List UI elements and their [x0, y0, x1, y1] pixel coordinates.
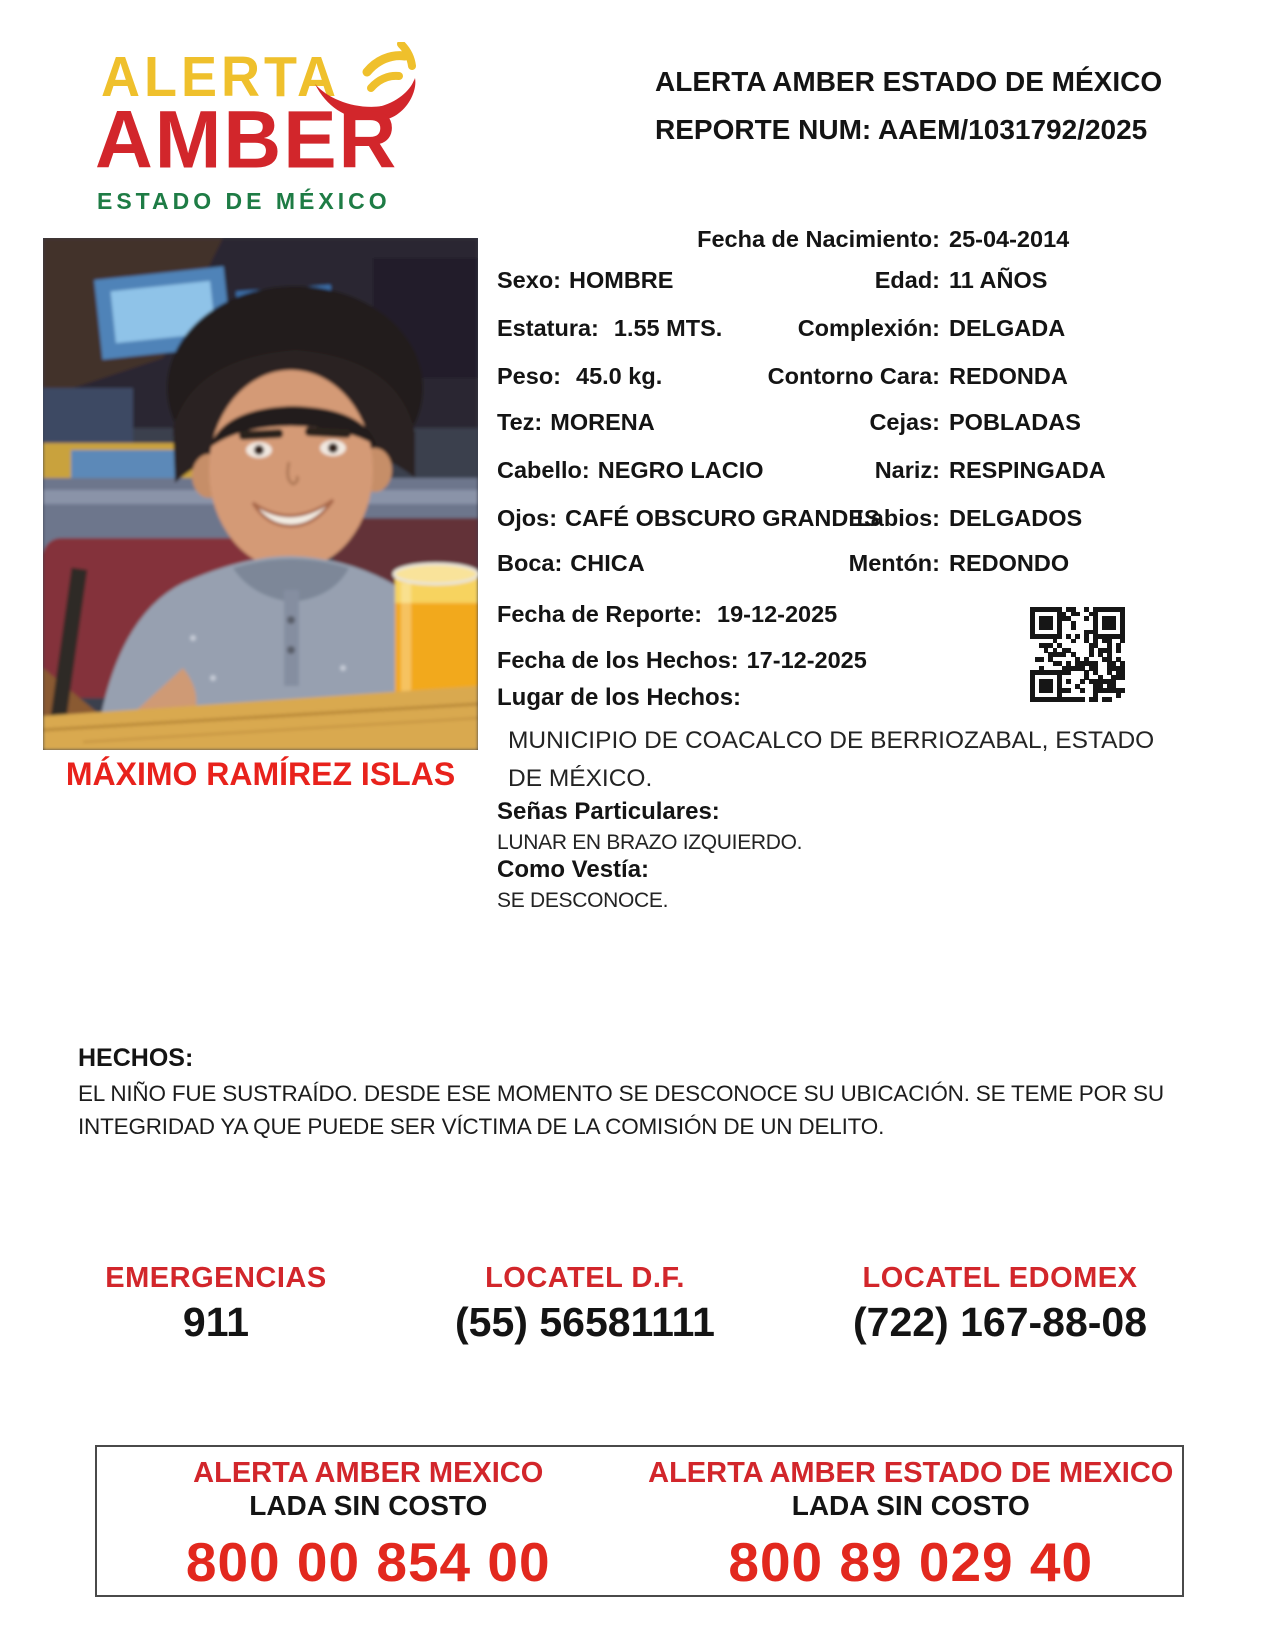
contorno-value: REDONDA — [949, 363, 1068, 389]
cejas-label: Cejas: — [869, 409, 940, 435]
missing-person-photo — [43, 238, 478, 750]
birth-label: Fecha de Nacimiento: — [697, 226, 940, 252]
phone-label: EMERGENCIAS — [105, 1262, 327, 1294]
peso-value: 45.0 kg. — [576, 363, 663, 389]
detail-row-birth — [497, 226, 1162, 267]
footer-subtitle: LADA SIN COSTO — [791, 1490, 1030, 1521]
footer-amber-edomex — [640, 1447, 1183, 1595]
menton-label: Mentón: — [848, 550, 940, 576]
nariz-value: RESPINGADA — [949, 457, 1106, 483]
ojos-label: Ojos: — [497, 505, 558, 531]
lugar-body: MUNICIPIO DE COACALCO DE BERRIOZABAL, ESTADO DE MÉXICO. — [508, 727, 1155, 792]
sexo-value: HOMBRE — [569, 267, 674, 293]
header-block — [655, 58, 1175, 154]
report-date-value: 19-12-2025 — [717, 601, 838, 627]
vestia-heading: Como Vestía: — [497, 856, 650, 883]
footer-subtitle: LADA SIN COSTO — [249, 1490, 488, 1521]
logo-alerta-text: ALERTA — [101, 45, 340, 109]
emergency-phones — [0, 1262, 1275, 1372]
cabello-value: NEGRO LACIO — [597, 457, 764, 483]
vestia-body: SE DESCONOCE. — [497, 889, 669, 912]
footer-title: ALERTA AMBER ESTADO DE MEXICO — [648, 1457, 1174, 1489]
hechos-body: EL NIÑO FUE SUSTRAÍDO. DESDE ESE MOMENTO SE DESCONOCE SU UBICACIÓN. SE TEME POR SU INTEGRIDAD YA QUE PUEDE SER VÍCTIMA DE LA COMISIÓN DE UN DELITO. — [78, 1081, 1164, 1139]
edad-value: 11 AÑOS — [949, 267, 1048, 293]
lada-sin-costo-box — [95, 1445, 1184, 1597]
phone-locatel-edomex — [810, 1262, 1190, 1346]
phone-locatel-df — [420, 1262, 750, 1346]
estatura-label: Estatura: — [497, 315, 599, 341]
tez-value: MORENA — [550, 409, 655, 435]
phone-label: LOCATEL EDOMEX — [862, 1262, 1138, 1294]
cabello-label: Cabello: — [497, 457, 590, 483]
phone-number: (722) 167-88-08 — [852, 1299, 1148, 1345]
menton-value: REDONDO — [949, 550, 1070, 576]
complexion-value: DELGADA — [949, 315, 1066, 341]
page-title: ALERTA AMBER ESTADO DE MÉXICO — [655, 66, 1163, 97]
lugar-heading: Lugar de los Hechos: — [497, 684, 742, 711]
detail-row — [497, 409, 1162, 457]
qr-code — [1030, 607, 1125, 702]
senas-heading: Señas Particulares: — [497, 798, 720, 825]
complexion-label: Complexión: — [797, 315, 940, 341]
boca-label: Boca: — [497, 550, 563, 576]
nariz-label: Nariz: — [874, 457, 940, 483]
events-date-label: Fecha de los Hechos: — [497, 647, 739, 673]
estatura-value: 1.55 MTS. — [613, 315, 723, 341]
contorno-label: Contorno Cara: — [767, 363, 940, 389]
footer-title: ALERTA AMBER MEXICO — [193, 1457, 544, 1489]
detail-row — [497, 267, 1162, 315]
birth-value: 25-04-2014 — [949, 226, 1070, 252]
labios-label: Labios: — [856, 505, 940, 531]
cejas-value: POBLADAS — [949, 409, 1081, 435]
phone-emergencias — [56, 1262, 376, 1346]
tez-label: Tez: — [497, 409, 543, 435]
detail-row — [497, 315, 1162, 363]
senas-body: LUNAR EN BRAZO IZQUIERDO. — [497, 831, 803, 854]
amber-alert-logo — [95, 42, 415, 214]
report-number: REPORTE NUM: AAEM/1031792/2025 — [655, 114, 1148, 145]
peso-label: Peso: — [497, 363, 561, 389]
phone-number: 911 — [182, 1299, 250, 1345]
boca-value: CHICA — [570, 550, 645, 576]
logo-estado-text: ESTADO DE MÉXICO — [97, 188, 391, 214]
phone-number: (55) 56581111 — [455, 1299, 715, 1345]
phone-label: LOCATEL D.F. — [485, 1262, 685, 1294]
footer-number: 800 00 854 00 — [185, 1531, 551, 1593]
edad-label: Edad: — [874, 267, 940, 293]
detail-row — [497, 550, 1162, 601]
missing-person-name: MÁXIMO RAMÍREZ ISLAS — [65, 756, 456, 792]
detail-row — [497, 505, 1162, 550]
ojos-value: CAFÉ OBSCURO GRANDES — [565, 505, 880, 531]
events-date-value: 17-12-2025 — [746, 647, 867, 673]
report-date-label: Fecha de Reporte: — [497, 601, 703, 627]
hechos-heading: HECHOS: — [78, 1044, 194, 1072]
sexo-label: Sexo: — [497, 267, 561, 293]
detail-row — [497, 457, 1162, 505]
footer-number: 800 89 029 40 — [728, 1531, 1094, 1593]
detail-row — [497, 363, 1162, 409]
labios-value: DELGADOS — [949, 505, 1083, 531]
footer-amber-mexico — [97, 1447, 640, 1595]
logo-amber-text: AMBER — [95, 94, 399, 185]
